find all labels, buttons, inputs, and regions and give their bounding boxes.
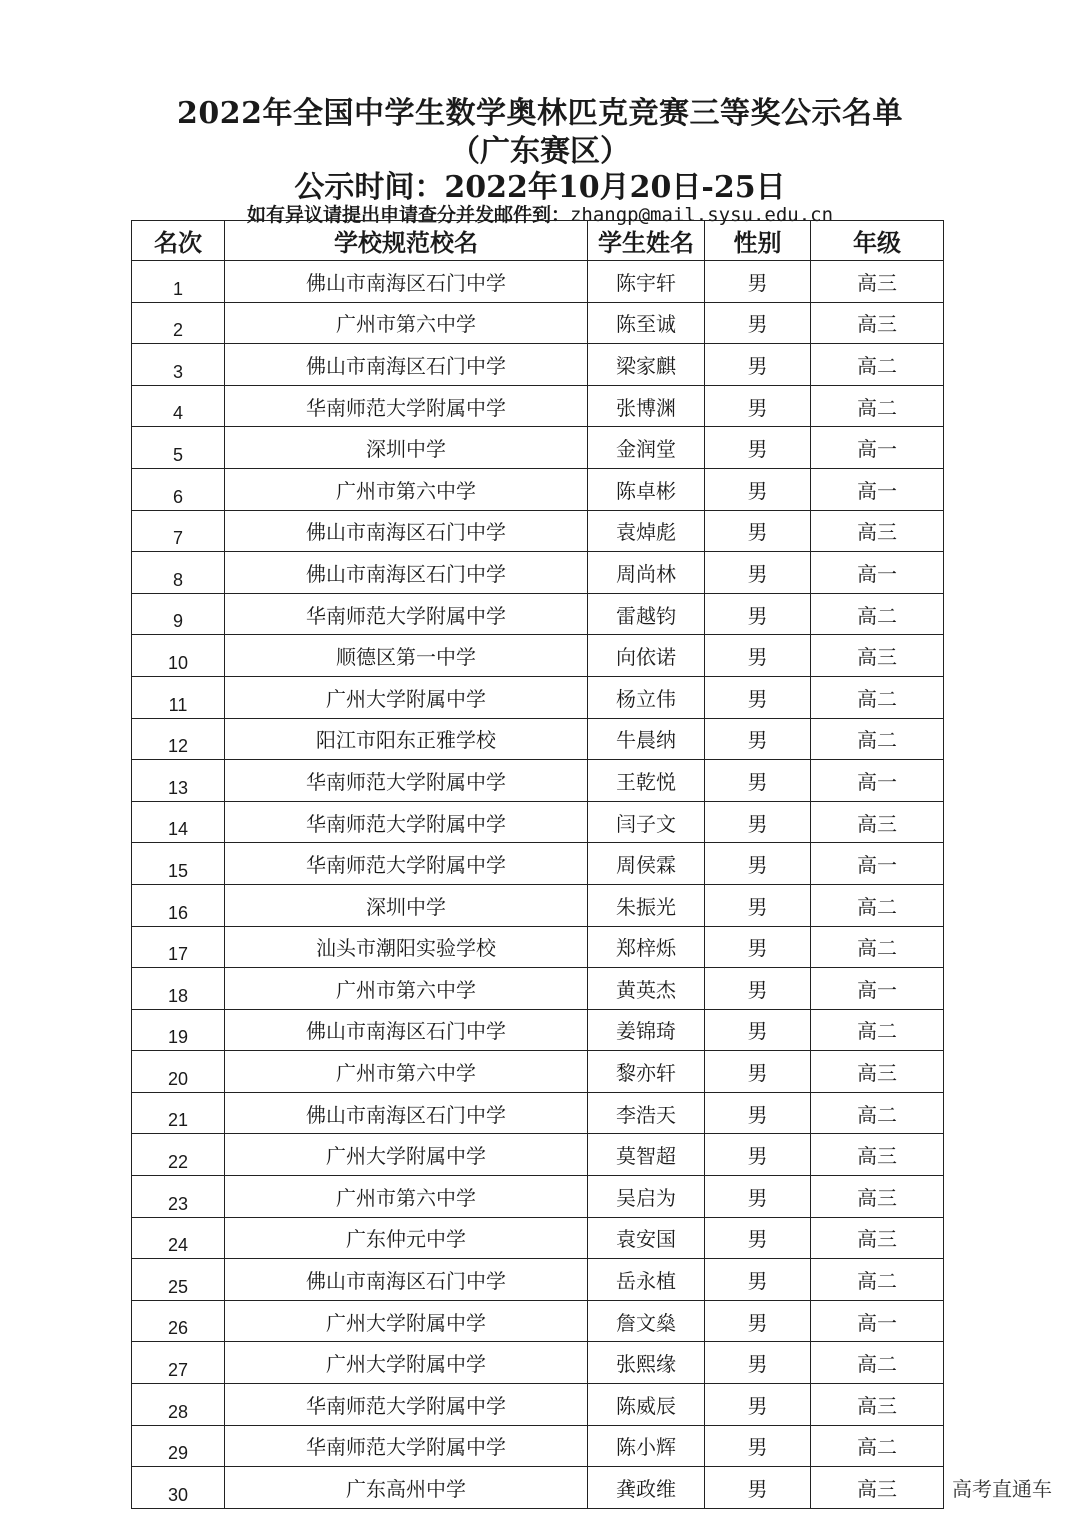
student-name-cell: 龚政维 bbox=[588, 1467, 705, 1509]
table-row bbox=[132, 1217, 944, 1259]
gender-cell: 男 bbox=[705, 926, 811, 968]
rank-cell: 12 bbox=[132, 718, 225, 760]
notice-text: 如有异议请提出申请查分并发邮件到： bbox=[246, 204, 570, 226]
gender-cell: 男 bbox=[705, 427, 811, 469]
school-cell: 广州大学附属中学 bbox=[225, 1342, 588, 1384]
table-row bbox=[132, 261, 944, 303]
gender-cell: 男 bbox=[705, 261, 811, 303]
student-name-cell: 陈小辉 bbox=[588, 1425, 705, 1467]
student-name-cell: 周尚林 bbox=[588, 552, 705, 594]
student-name-cell: 黎亦轩 bbox=[588, 1051, 705, 1093]
gender-cell: 男 bbox=[705, 843, 811, 885]
document-title: 2022年全国中学生数学奥林匹克竞赛三等奖公示名单 bbox=[177, 96, 903, 131]
school-cell: 广东高州中学 bbox=[225, 1467, 588, 1509]
table-row bbox=[132, 1134, 944, 1176]
school-cell: 华南师范大学附属中学 bbox=[225, 1384, 588, 1426]
rank-cell: 6 bbox=[132, 468, 225, 510]
student-name-cell: 姜锦琦 bbox=[588, 1009, 705, 1051]
grade-cell: 高一 bbox=[811, 552, 944, 594]
rank-cell: 14 bbox=[132, 801, 225, 843]
rank-cell: 11 bbox=[132, 676, 225, 718]
rank-cell: 1 bbox=[132, 261, 225, 303]
school-cell: 汕头市潮阳实验学校 bbox=[225, 926, 588, 968]
gender-cell: 男 bbox=[705, 468, 811, 510]
school-cell: 深圳中学 bbox=[225, 427, 588, 469]
student-name-cell: 梁家麒 bbox=[588, 344, 705, 386]
table-row bbox=[132, 718, 944, 760]
student-name-cell: 向依诺 bbox=[588, 635, 705, 677]
school-cell: 佛山市南海区石门中学 bbox=[225, 552, 588, 594]
gender-cell: 男 bbox=[705, 1134, 811, 1176]
grade-cell: 高一 bbox=[811, 843, 944, 885]
student-name-cell: 陈至诚 bbox=[588, 302, 705, 344]
grade-cell: 高二 bbox=[811, 926, 944, 968]
gender-cell: 男 bbox=[705, 718, 811, 760]
grade-cell: 高三 bbox=[811, 635, 944, 677]
rank-cell: 24 bbox=[132, 1217, 225, 1259]
table-row bbox=[132, 1300, 944, 1342]
school-cell: 广州市第六中学 bbox=[225, 468, 588, 510]
school-cell: 广州大学附属中学 bbox=[225, 1300, 588, 1342]
rank-cell: 5 bbox=[132, 427, 225, 469]
rank-cell: 22 bbox=[132, 1134, 225, 1176]
gender-cell: 男 bbox=[705, 884, 811, 926]
student-name-cell: 周侯霖 bbox=[588, 843, 705, 885]
gender-cell: 男 bbox=[705, 1092, 811, 1134]
rank-cell: 28 bbox=[132, 1384, 225, 1426]
gender-cell: 男 bbox=[705, 676, 811, 718]
student-name-cell: 陈宇轩 bbox=[588, 261, 705, 303]
gender-cell: 男 bbox=[705, 1467, 811, 1509]
school-cell: 佛山市南海区石门中学 bbox=[225, 344, 588, 386]
student-name-cell: 黄英杰 bbox=[588, 968, 705, 1010]
grade-cell: 高二 bbox=[811, 1342, 944, 1384]
grade-cell: 高二 bbox=[811, 385, 944, 427]
rank-cell: 10 bbox=[132, 635, 225, 677]
grade-cell: 高三 bbox=[811, 1384, 944, 1426]
rank-cell: 19 bbox=[132, 1009, 225, 1051]
grade-cell: 高一 bbox=[811, 427, 944, 469]
school-cell: 华南师范大学附属中学 bbox=[225, 760, 588, 802]
grade-cell: 高二 bbox=[811, 1092, 944, 1134]
table-row bbox=[132, 1425, 944, 1467]
grade-cell: 高三 bbox=[811, 1467, 944, 1509]
table-row bbox=[132, 385, 944, 427]
student-name-cell: 金润堂 bbox=[588, 427, 705, 469]
grade-cell: 高二 bbox=[811, 1259, 944, 1301]
grade-cell: 高一 bbox=[811, 468, 944, 510]
rank-cell: 3 bbox=[132, 344, 225, 386]
gender-cell: 男 bbox=[705, 1384, 811, 1426]
grade-cell: 高二 bbox=[811, 593, 944, 635]
school-cell: 广州市第六中学 bbox=[225, 1051, 588, 1093]
grade-cell: 高三 bbox=[811, 1051, 944, 1093]
column-header-gender: 性别 bbox=[705, 221, 811, 261]
school-cell: 广州市第六中学 bbox=[225, 1176, 588, 1218]
student-name-cell: 吴启为 bbox=[588, 1176, 705, 1218]
table-row bbox=[132, 968, 944, 1010]
gender-cell: 男 bbox=[705, 1259, 811, 1301]
gender-cell: 男 bbox=[705, 801, 811, 843]
rank-cell: 4 bbox=[132, 385, 225, 427]
grade-cell: 高二 bbox=[811, 676, 944, 718]
school-cell: 佛山市南海区石门中学 bbox=[225, 510, 588, 552]
table-row bbox=[132, 552, 944, 594]
grade-cell: 高一 bbox=[811, 760, 944, 802]
school-cell: 华南师范大学附属中学 bbox=[225, 385, 588, 427]
student-name-cell: 袁安国 bbox=[588, 1217, 705, 1259]
grade-cell: 高一 bbox=[811, 1300, 944, 1342]
rank-cell: 13 bbox=[132, 760, 225, 802]
award-table bbox=[131, 220, 944, 1509]
school-cell: 佛山市南海区石门中学 bbox=[225, 261, 588, 303]
school-cell: 佛山市南海区石门中学 bbox=[225, 1009, 588, 1051]
column-header-name: 学生姓名 bbox=[588, 221, 705, 261]
table-header-row bbox=[132, 221, 944, 261]
notice-email: zhangp@mail.sysu.edu.cn bbox=[569, 204, 834, 226]
rank-cell: 25 bbox=[132, 1259, 225, 1301]
grade-cell: 高三 bbox=[811, 1134, 944, 1176]
gender-cell: 男 bbox=[705, 552, 811, 594]
table-row bbox=[132, 1342, 944, 1384]
column-header-rank: 名次 bbox=[132, 221, 225, 261]
student-name-cell: 袁焯彪 bbox=[588, 510, 705, 552]
student-name-cell: 詹文燊 bbox=[588, 1300, 705, 1342]
student-name-cell: 朱振光 bbox=[588, 884, 705, 926]
table-row bbox=[132, 760, 944, 802]
grade-cell: 高三 bbox=[811, 1176, 944, 1218]
table-row bbox=[132, 801, 944, 843]
rank-cell: 27 bbox=[132, 1342, 225, 1384]
gender-cell: 男 bbox=[705, 302, 811, 344]
school-cell: 华南师范大学附属中学 bbox=[225, 801, 588, 843]
rank-cell: 30 bbox=[132, 1467, 225, 1509]
column-header-school: 学校规范校名 bbox=[225, 221, 588, 261]
grade-cell: 高三 bbox=[811, 510, 944, 552]
school-cell: 阳江市阳东正雅学校 bbox=[225, 718, 588, 760]
student-name-cell: 李浩天 bbox=[588, 1092, 705, 1134]
source-watermark: 高考直通车 bbox=[952, 1477, 1052, 1501]
student-name-cell: 岳永植 bbox=[588, 1259, 705, 1301]
table-row bbox=[132, 1009, 944, 1051]
table-row bbox=[132, 1176, 944, 1218]
gender-cell: 男 bbox=[705, 385, 811, 427]
rank-cell: 17 bbox=[132, 926, 225, 968]
gender-cell: 男 bbox=[705, 593, 811, 635]
school-cell: 广州大学附属中学 bbox=[225, 1134, 588, 1176]
rank-cell: 29 bbox=[132, 1425, 225, 1467]
gender-cell: 男 bbox=[705, 1009, 811, 1051]
rank-cell: 9 bbox=[132, 593, 225, 635]
grade-cell: 高二 bbox=[811, 344, 944, 386]
school-cell: 顺德区第一中学 bbox=[225, 635, 588, 677]
grade-cell: 高三 bbox=[811, 302, 944, 344]
grade-cell: 高三 bbox=[811, 261, 944, 303]
rank-cell: 18 bbox=[132, 968, 225, 1010]
gender-cell: 男 bbox=[705, 635, 811, 677]
table-row bbox=[132, 427, 944, 469]
school-cell: 广州市第六中学 bbox=[225, 968, 588, 1010]
table-row bbox=[132, 926, 944, 968]
grade-cell: 高一 bbox=[811, 968, 944, 1010]
table-row bbox=[132, 884, 944, 926]
student-name-cell: 郑梓烁 bbox=[588, 926, 705, 968]
table-row bbox=[132, 1092, 944, 1134]
rank-cell: 7 bbox=[132, 510, 225, 552]
table-row bbox=[132, 676, 944, 718]
school-cell: 深圳中学 bbox=[225, 884, 588, 926]
student-name-cell: 王乾悦 bbox=[588, 760, 705, 802]
table-body bbox=[132, 261, 944, 1509]
student-name-cell: 张博渊 bbox=[588, 385, 705, 427]
grade-cell: 高三 bbox=[811, 801, 944, 843]
gender-cell: 男 bbox=[705, 510, 811, 552]
student-name-cell: 陈威辰 bbox=[588, 1384, 705, 1426]
school-cell: 华南师范大学附属中学 bbox=[225, 843, 588, 885]
table-row bbox=[132, 1384, 944, 1426]
school-cell: 佛山市南海区石门中学 bbox=[225, 1092, 588, 1134]
school-cell: 广州大学附属中学 bbox=[225, 676, 588, 718]
table-row bbox=[132, 302, 944, 344]
table-row bbox=[132, 468, 944, 510]
gender-cell: 男 bbox=[705, 1176, 811, 1218]
school-cell: 广州市第六中学 bbox=[225, 302, 588, 344]
rank-cell: 2 bbox=[132, 302, 225, 344]
student-name-cell: 闫子文 bbox=[588, 801, 705, 843]
school-cell: 华南师范大学附属中学 bbox=[225, 1425, 588, 1467]
school-cell: 华南师范大学附属中学 bbox=[225, 593, 588, 635]
student-name-cell: 张熙缘 bbox=[588, 1342, 705, 1384]
rank-cell: 26 bbox=[132, 1300, 225, 1342]
gender-cell: 男 bbox=[705, 1342, 811, 1384]
gender-cell: 男 bbox=[705, 1217, 811, 1259]
student-name-cell: 雷越钧 bbox=[588, 593, 705, 635]
gender-cell: 男 bbox=[705, 344, 811, 386]
student-name-cell: 牛晨纳 bbox=[588, 718, 705, 760]
table-row bbox=[132, 593, 944, 635]
grade-cell: 高二 bbox=[811, 1009, 944, 1051]
region-subtitle: （广东赛区） bbox=[450, 134, 630, 169]
rank-cell: 8 bbox=[132, 552, 225, 594]
rank-cell: 15 bbox=[132, 843, 225, 885]
gender-cell: 男 bbox=[705, 760, 811, 802]
table-row bbox=[132, 1051, 944, 1093]
rank-cell: 20 bbox=[132, 1051, 225, 1093]
publication-period: 公示时间：2022年10月20日-25日 bbox=[294, 170, 786, 205]
table-row bbox=[132, 510, 944, 552]
gender-cell: 男 bbox=[705, 1300, 811, 1342]
column-header-grade: 年级 bbox=[811, 221, 944, 261]
school-cell: 广东仲元中学 bbox=[225, 1217, 588, 1259]
rank-cell: 21 bbox=[132, 1092, 225, 1134]
rank-cell: 16 bbox=[132, 884, 225, 926]
table-row bbox=[132, 635, 944, 677]
student-name-cell: 莫智超 bbox=[588, 1134, 705, 1176]
gender-cell: 男 bbox=[705, 968, 811, 1010]
student-name-cell: 陈卓彬 bbox=[588, 468, 705, 510]
grade-cell: 高三 bbox=[811, 1217, 944, 1259]
school-cell: 佛山市南海区石门中学 bbox=[225, 1259, 588, 1301]
gender-cell: 男 bbox=[705, 1051, 811, 1093]
gender-cell: 男 bbox=[705, 1425, 811, 1467]
grade-cell: 高二 bbox=[811, 718, 944, 760]
table-row bbox=[132, 1467, 944, 1509]
table-row bbox=[132, 1259, 944, 1301]
rank-cell: 23 bbox=[132, 1176, 225, 1218]
grade-cell: 高二 bbox=[811, 884, 944, 926]
grade-cell: 高二 bbox=[811, 1425, 944, 1467]
table-row bbox=[132, 843, 944, 885]
table-row bbox=[132, 344, 944, 386]
student-name-cell: 杨立伟 bbox=[588, 676, 705, 718]
